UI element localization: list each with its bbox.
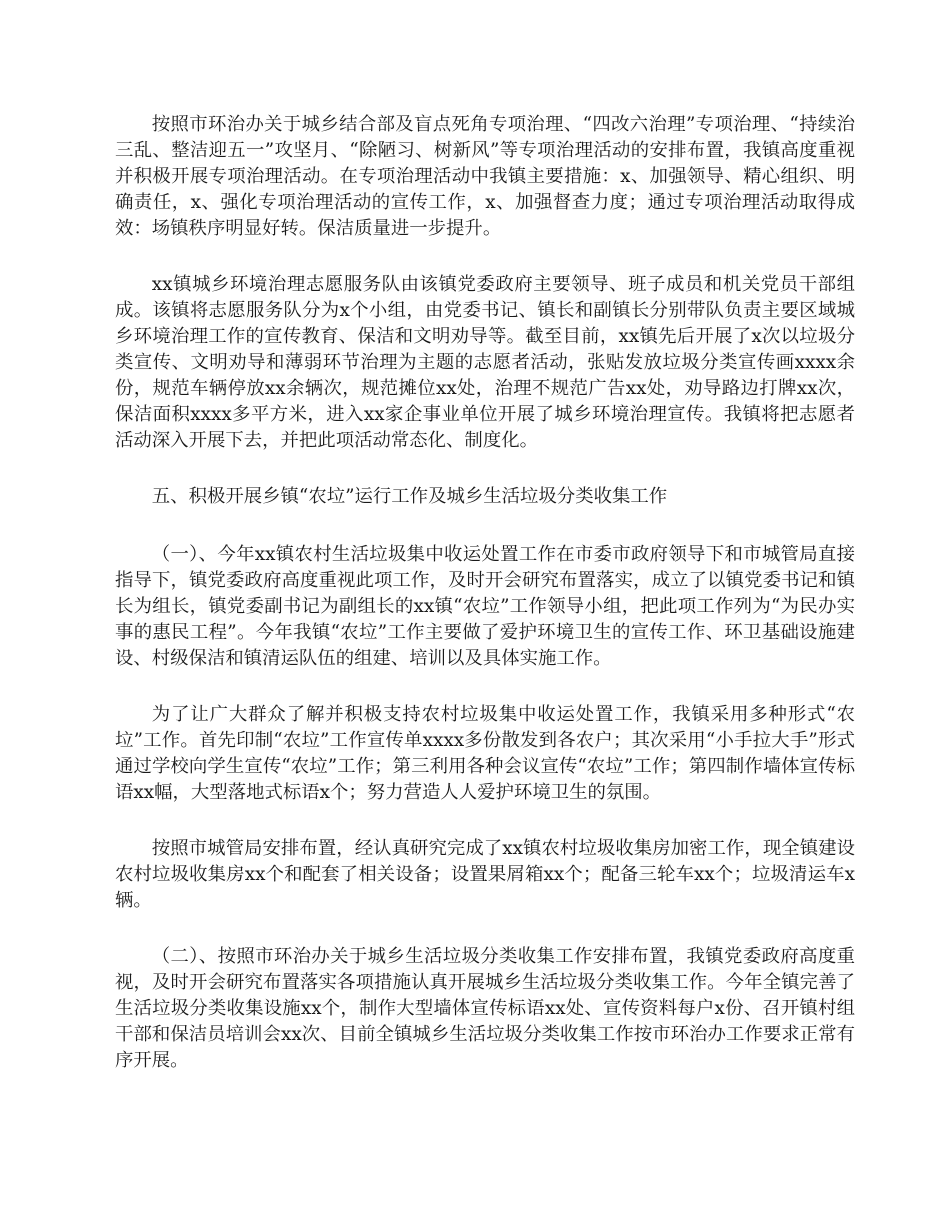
document-page <box>115 112 855 1104</box>
paragraph-publicity: 为了让广大群众了解并积极支持农村垃圾集中收运处置工作，我镇采用多种形式“农垃”工作。首先印制“农垃”工作宣传单xxxx多份散发到各农户；其次采用“小手拉大手”形式通过学校向学生宣传“农垃”工作；第三利用各种会议宣传“农垃”工作；第四制作墙体宣传标语xx幅，大型落地式标语x个；努力营造人人爱护环境卫生的氛围。 <box>115 704 855 803</box>
paragraph-special-governance: 按照市环治办关于城乡结合部及盲点死角专项治理、“四改六治理”专项治理、“持续治三乱、整洁迎五一”攻坚月、“除陋习、树新风”等专项治理活动的安排布置，我镇高度重视并积极开展专项治理活动。在专项治理活动中我镇主要措施：x、加强领导、精心组织、明确责任，x、强化专项治理活动的宣传工作，x、加强督查力度；通过专项治理活动取得成效：场镇秩序明显好转。保洁质量进一步提升。 <box>115 114 855 239</box>
paragraph-volunteer-team: xx镇城乡环境治理志愿服务队由该镇党委政府主要领导、班子成员和机关党员干部组成。该镇将志愿服务队分为x个小组，由党委书记、镇长和副镇长分别带队负责主要区域城乡环境治理工作的宣传教育、保洁和文明劝导等。截至目前，xx镇先后开展了x次以垃圾分类宣传、文明劝导和薄弱环节治理为主题的志愿者活动，张贴发放垃圾分类宣传画xxxx余份，规范车辆停放xx余辆次，规范摊位xx处，治理不规范广告xx处，劝导路边打牌xx次，保洁面积xxxx多平方米，进入xx家企事业单位开展了城乡环境治理宣传。我镇将把志愿者活动深入开展下去，并把此项活动常态化、制度化。 <box>115 274 855 451</box>
paragraph-rural-garbage-one: （一）、今年xx镇农村生活垃圾集中收运处置工作在市委市政府领导下和市城管局直接指导下，镇党委政府高度重视此项工作，及时开会研究布置落实，成立了以镇党委书记和镇长为组长，镇党委副书记为副组长的xx镇“农垃”工作领导小组，把此项工作列为“为民办实事的惠民工程”。今年我镇“农垃”工作主要做了爱护环境卫生的宣传工作、环卫基础设施建设、村级保洁和镇清运队伍的组建、培训以及具体实施工作。 <box>115 544 855 669</box>
section-heading-five: 五、积极开展乡镇“农垃”运行工作及城乡生活垃圾分类收集工作 <box>151 486 668 507</box>
paragraph-collection-rooms: 按照市城管局安排布置，经认真研究完成了xx镇农村垃圾收集房加密工作，现全镇建设农村垃圾收集房xx个和配套了相关设备；设置果屑箱xx个；配备三轮车xx个；垃圾清运车x辆。 <box>115 838 855 911</box>
paragraph-classification-two: （二）、按照市环治办关于城乡生活垃圾分类收集工作安排布置，我镇党委政府高度重视，及时开会研究布置落实各项措施认真开展城乡生活垃圾分类收集工作。今年全镇完善了生活垃圾分类收集设施xx个，制作大型墙体宣传标语xx处、宣传资料每户x份、召开镇村组干部和保洁员培训会xx次、目前全镇城乡生活垃圾分类收集工作按市环治办工作要求正常有序开展。 <box>115 946 855 1071</box>
